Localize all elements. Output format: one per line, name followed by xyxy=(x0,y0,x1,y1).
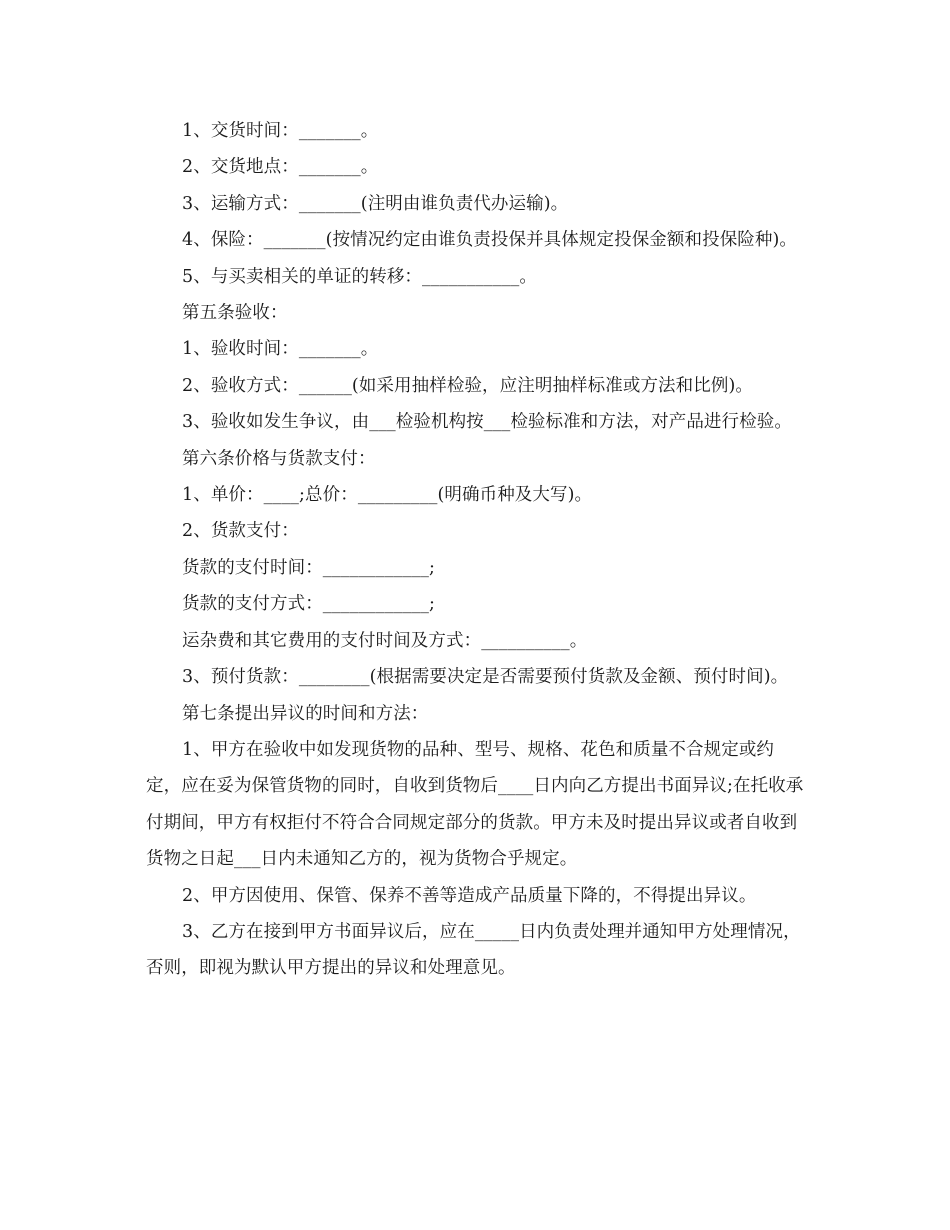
clause-inspection-dispute: 3、验收如发生争议，由___检验机构按___检验标准和方法，对产品进行检验。 xyxy=(182,412,792,433)
article-7-heading: 第七条提出异议的时间和方法： xyxy=(182,703,429,724)
clause-delivery-place: 2、交货地点：_______。 xyxy=(182,157,379,178)
clause-inspection-method: 2、验收方式：______(如采用抽样检验，应注明抽样标准或方法和比例)。 xyxy=(182,375,753,396)
document-body xyxy=(146,113,806,987)
clause-delivery-time: 1、交货时间：_______。 xyxy=(182,121,379,141)
clause-objection-2: 2、甲方因使用、保管、保养不善等造成产品质量下降的，不得提出异议。 xyxy=(182,885,757,906)
payment-time-line: 货款的支付时间：____________; xyxy=(182,557,435,578)
clause-objection-3: 3、乙方在接到甲方书面异议后，应在_____日内负责处理并通知甲方处理情况，否则，即视为默认甲方提出的异议和处理意见。 xyxy=(146,921,801,979)
payment-method-line: 货款的支付方式：____________; xyxy=(182,594,435,615)
freight-payment-line: 运杂费和其它费用的支付时间及方式：__________。 xyxy=(182,630,588,651)
article-5-heading: 第五条验收： xyxy=(182,303,288,324)
article-6-heading: 第六条价格与货款支付： xyxy=(182,448,376,469)
clause-document-transfer: 5、与买卖相关的单证的转移：___________。 xyxy=(182,266,537,287)
clause-unit-price: 1、单价：____;总价：_________(明确币种及大写)。 xyxy=(182,485,593,506)
clause-objection-1: 1、甲方在验收中如发现货物的品种、型号、规格、花色和质量不合规定或约定，应在妥为保管货物的同时，自收到货物后____日内向乙方提出书面异议;在托收承付期间，甲方有权拒付不符合合同规定部分的货款。甲方未及时提出异议或者自收到货物之日起___日内未通知乙方的，视为货物合乎规定。 xyxy=(146,739,804,870)
clause-insurance: 4、保险：_______(按情况约定由谁负责投保并具体规定投保金额和投保险种)。 xyxy=(182,230,798,251)
clause-payment: 2、货款支付： xyxy=(182,521,299,542)
clause-transport-method: 3、运输方式：_______(注明由谁负责代办运输)。 xyxy=(182,193,569,214)
clause-prepayment: 3、预付货款：________(根据需要决定是否需要预付货款及金额、预付时间)。 xyxy=(182,667,789,688)
clause-inspection-time: 1、验收时间：_______。 xyxy=(182,339,379,360)
